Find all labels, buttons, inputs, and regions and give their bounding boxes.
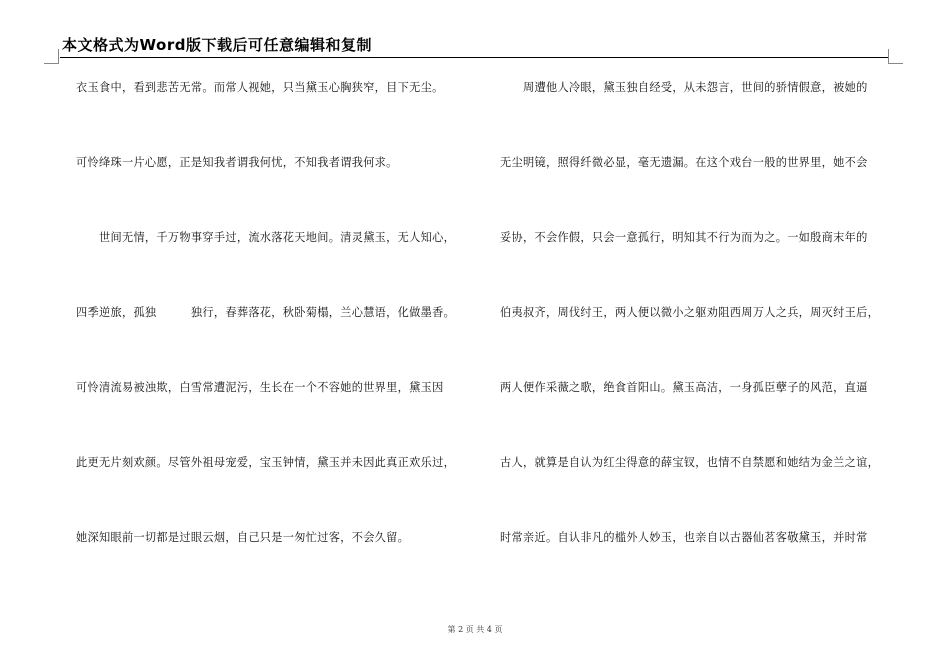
crop-mark-top-right [888, 49, 903, 64]
text-line: 她深知眼前一切都是过眼云烟，自己只是一匆忙过客，不会久留。 [76, 531, 410, 544]
text-line: 两人便作采薇之歌，绝食首阳山。黛玉高洁，一身孤臣孽子的风范，直逼 [500, 381, 868, 394]
text-line: 可怜绛珠一片心愿，正是知我者谓我何忧，不知我者谓我何求。 [76, 156, 398, 169]
text-line: 时常亲近。自认非凡的槛外人妙玉，也亲自以古器仙茗客敬黛玉，并时常 [500, 531, 868, 544]
text-line: 无尘明镜，照得纤微必显，毫无遗漏。在这个戏台一般的世界里，她不会 [500, 156, 868, 169]
page-header: 本文格式为Word版下载后可任意编辑和复制 [62, 36, 372, 54]
crop-mark-top-left [44, 49, 59, 64]
text-line: 世间无情，千万物事穿手过，流水落花天地间。清灵黛玉，无人知心， [76, 231, 456, 244]
text-line: 衣玉食中，看到悲苦无常。而常人视她，只当黛玉心胸狭窄，目下无尘。 [76, 81, 444, 94]
text-line: 此更无片刻欢颜。尽管外祖母宠爱，宝玉钟情，黛玉并未因此真正欢乐过， [76, 456, 456, 469]
text-line: 周遭他人冷眼，黛玉独自经受，从未怨言，世间的骄情假意，被她的 [500, 81, 868, 94]
text-line: 古人，就算是自认为红尘得意的薛宝钗，也情不自禁愿和她结为金兰之谊， [500, 456, 880, 469]
text-line: 妥协，不会作假，只会一意孤行，明知其不行为而为之。一如殷商末年的 [500, 231, 868, 244]
text-line: 四季逆旅，孤独 独行，春葬落花，秋卧菊榻，兰心慧语，化做墨香。 [76, 306, 456, 319]
page-number: 第 2 页 共 4 页 [447, 625, 503, 634]
text-line: 伯夷叔齐，周伐纣王，两人便以微小之躯劝阻西周万人之兵，周灭纣王后， [500, 306, 880, 319]
text-line: 可怜清流易被浊欺，白雪常遭泥污，生长在一个不容她的世界里，黛玉因 [76, 381, 444, 394]
header-divider [60, 57, 888, 58]
